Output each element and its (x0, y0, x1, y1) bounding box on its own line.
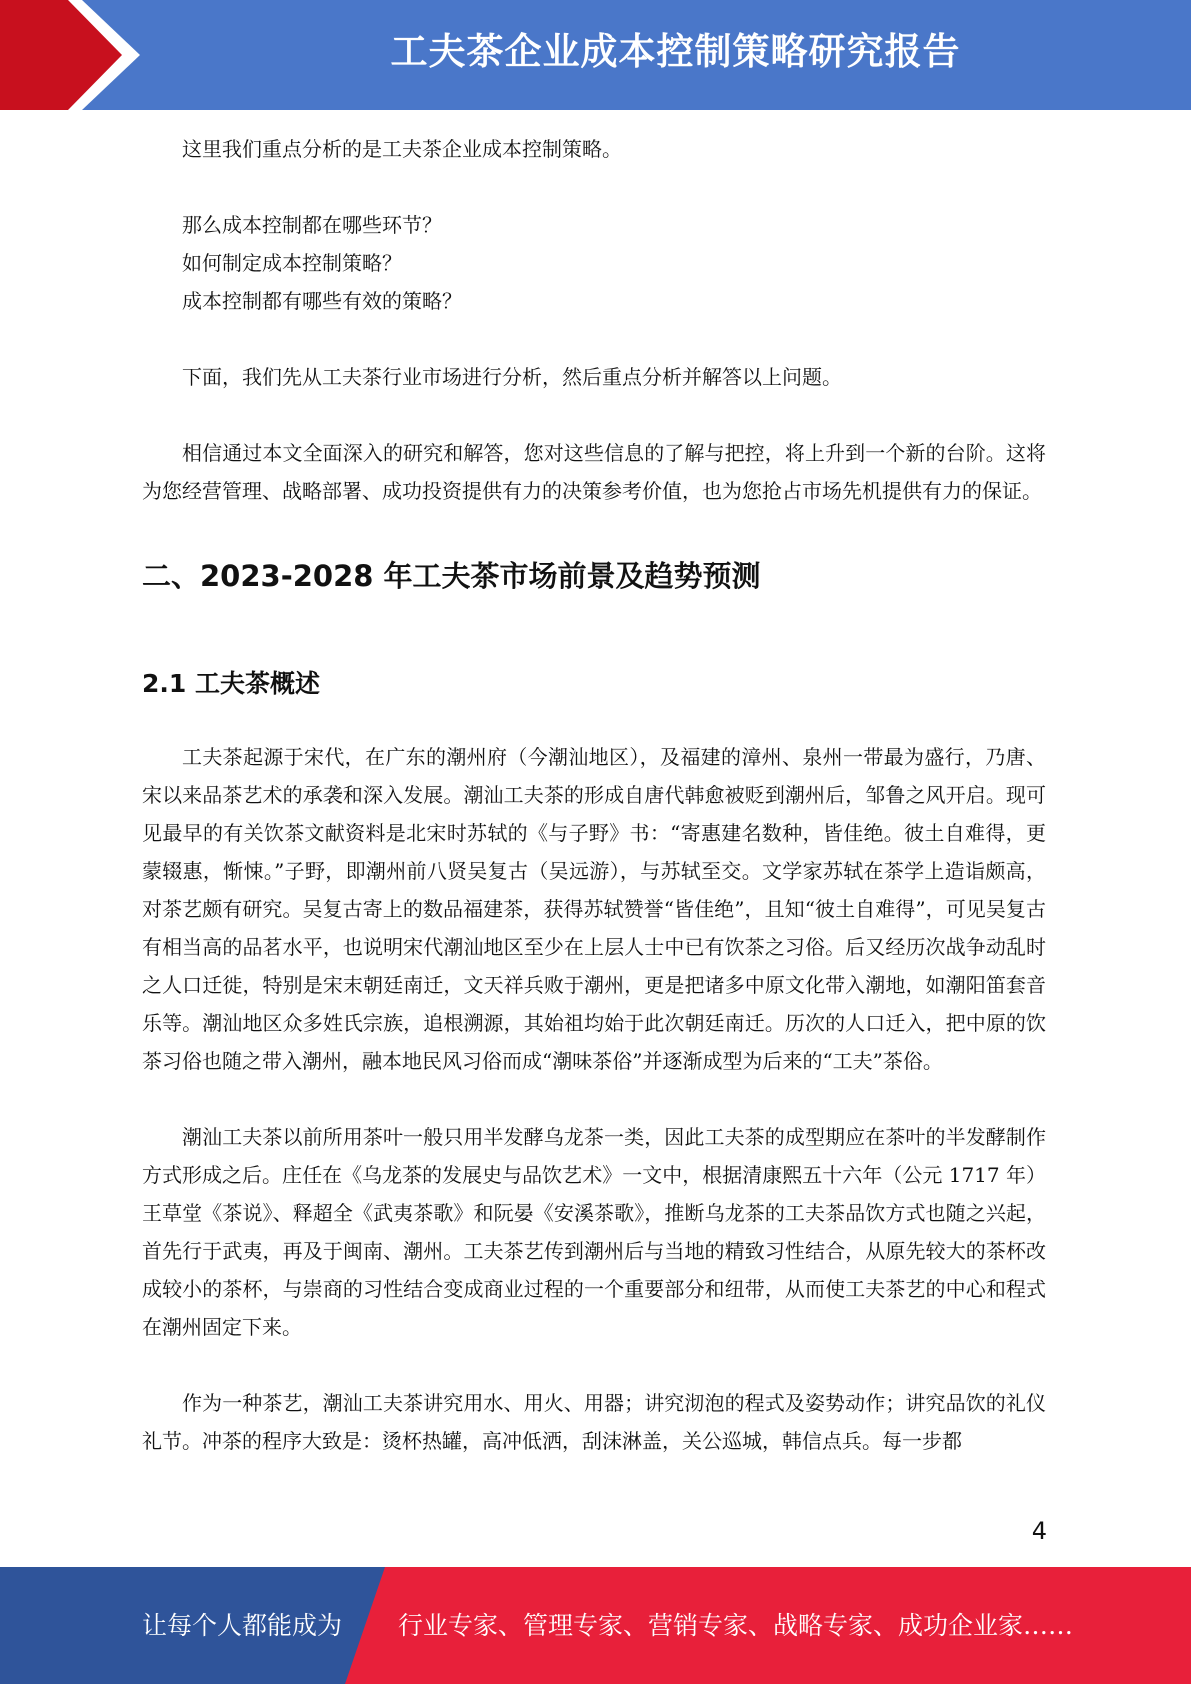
intro-question: 如何制定成本控制策略？ (182, 251, 402, 275)
intro-question: 成本控制都有哪些有效的策略？ (182, 289, 462, 313)
intro-paragraph: 这里我们重点分析的是工夫茶企业成本控制策略。 (182, 137, 622, 161)
footer-slogan-left: 让每个人都能成为 (142, 1611, 343, 1640)
page-content (142, 130, 1046, 1460)
body-paragraph: 工夫茶起源于宋代，在广东的潮州府（今潮汕地区），及福建的漳州、泉州一带最为盛行，乃唐、宋以来品茶艺术的承袭和深入发展。潮汕工夫茶的形成自唐代韩愈被贬到潮州后，邹鲁之风开启。现可见最早的有关饮茶文献资料是北宋时苏轼的《与子野》书：“寄惠建名数种，皆佳绝。彼土自难得，更蒙辍惠，惭悚。”子野，即潮州前八贤吴复古（吴远游），与苏轼至交。文学家苏轼在茶学上造诣颇高，对茶艺颇有研究。吴复古寄上的数品福建茶，获得苏轼赞誉“皆佳绝”，且知“彼土自难得”，可见吴复古有相当高的品茗水平，也说明宋代潮汕地区至少在上层人士中已有饮茶之习俗。后又经历次战争动乱时之人口迁徙，特别是宋末朝廷南迁，文天祥兵败于潮州，更是把诸多中原文化带入潮地，如潮阳笛套音乐等。潮汕地区众多姓氏宗族，追根溯源，其始祖均始于此次朝廷南迁。历次的人口迁入，把中原的饮茶习俗也随之带入潮州，融本地民风习俗而成“潮味茶俗”并逐渐成型为后来的“工夫”茶俗。 (142, 745, 1046, 1073)
section-heading: 二、2023-2028 年工夫茶市场前景及趋势预测 (142, 559, 761, 593)
subsection-heading: 2.1 工夫茶概述 (142, 669, 320, 698)
report-title: 工夫茶企业成本控制策略研究报告 (390, 30, 961, 73)
intro-paragraph: 相信通过本文全面深入的研究和解答，您对这些信息的了解与把控，将上升到一个新的台阶。这将为您经营管理、战略部署、成功投资提供有力的决策参考价值，也为您抢占市场先机提供有力的保证。 (142, 441, 1046, 503)
body-paragraph: 潮汕工夫茶以前所用茶叶一般只用半发酵乌龙茶一类，因此工夫茶的成型期应在茶叶的半发酵制作方式形成之后。庄任在《乌龙茶的发展史与品饮艺术》一文中，根据清康熙五十六年（公元 1717 年）王草堂《茶说》、释超全《武夷茶歌》和阮晏《安溪茶歌》，推断乌龙茶的工夫茶品饮方式也随之兴起，首先行于武夷，再及于闽南、潮州。工夫茶艺传到潮州后与当地的精致习性结合，从原先较大的茶杯改成较小的茶杯，与崇商的习性结合变成商业过程的一个重要部分和纽带，从而使工夫茶艺的中心和程式在潮州固定下来。 (142, 1125, 1046, 1339)
header-arrow-flag (0, 0, 150, 110)
body-paragraph: 作为一种茶艺，潮汕工夫茶讲究用水、用火、用器；讲究沏泡的程式及姿势动作；讲究品饮的礼仪礼节。冲茶的程序大致是：烫杯热罐，高冲低洒，刮沫淋盖，关公巡城，韩信点兵。每一步都 (142, 1391, 1046, 1453)
intro-paragraph: 下面，我们先从工夫茶行业市场进行分析，然后重点分析并解答以上问题。 (182, 365, 842, 389)
footer-banner (0, 1567, 1191, 1684)
page-number: 4 (1031, 1517, 1047, 1545)
intro-question: 那么成本控制都在哪些环节？ (182, 213, 442, 237)
header-bar (0, 0, 1191, 110)
footer-slogan-right: 行业专家、管理专家、营销专家、战略专家、成功企业家…… (398, 1611, 1074, 1640)
